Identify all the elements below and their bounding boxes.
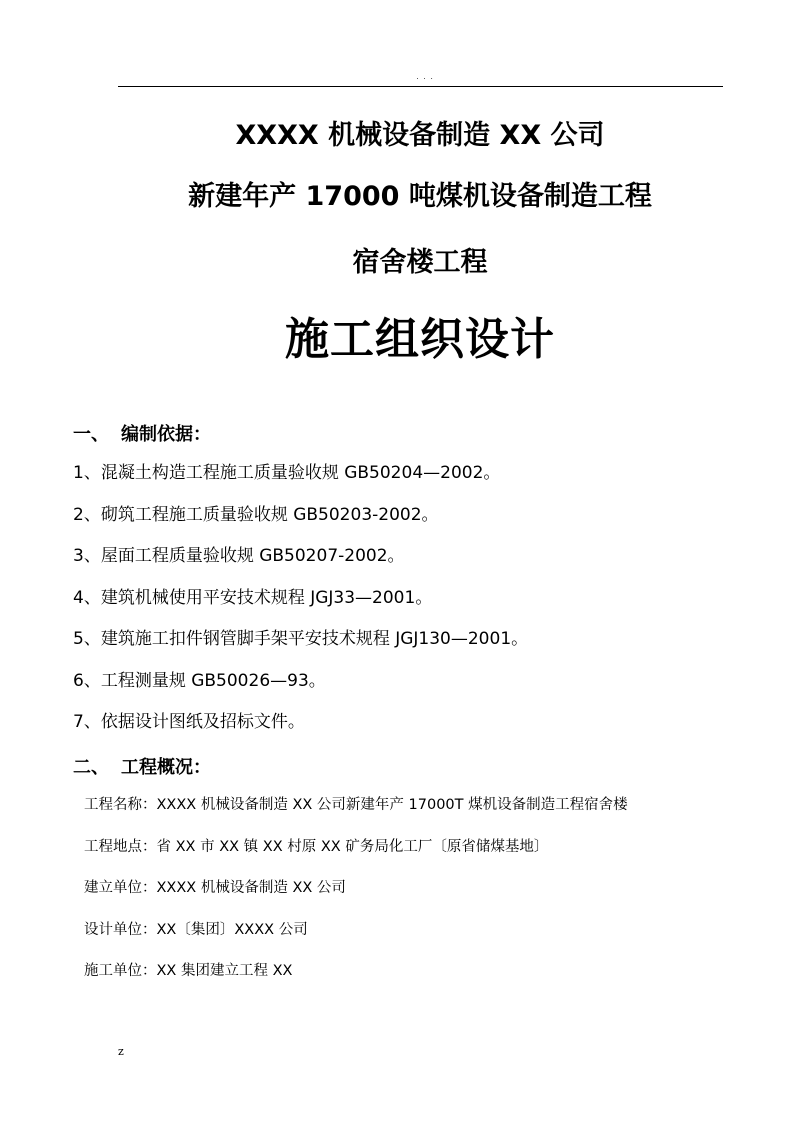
list-item: 1、混凝土构造工程施工质量验收规 GB50204—2002。 bbox=[73, 463, 501, 483]
footer-mark: z bbox=[118, 1045, 124, 1058]
list-item: 3、屋面工程质量验收规 GB50207-2002。 bbox=[73, 546, 405, 566]
info-item-contractor: 施工单位：XX 集团建立工程 XX bbox=[84, 963, 293, 979]
project-info-list bbox=[84, 794, 628, 1002]
document-type-title: 施工组织设计 bbox=[285, 314, 555, 365]
info-item-designer: 设计单位：XX〔集团〕XXXX 公司 bbox=[84, 921, 308, 938]
company-title: XXXX 机械设备制造 XX 公司 bbox=[235, 120, 605, 151]
list-item: 6、工程测量规 GB50026—93。 bbox=[73, 670, 326, 691]
section-heading-overview bbox=[73, 753, 211, 779]
list-item: 2、砌筑工程施工质量验收规 GB50203-2002。 bbox=[73, 504, 439, 525]
section-heading-basis bbox=[73, 420, 211, 446]
header-rule bbox=[118, 86, 723, 87]
list-item: 7、依据设计图纸及招标文件。 bbox=[73, 712, 305, 732]
basis-list bbox=[73, 460, 528, 751]
section-heading-text: 工程概况： bbox=[121, 757, 211, 778]
info-item-location: 工程地点：省 XX 市 XX 镇 XX 村原 XX 矿务局化工厂〔原省储煤基地〕 bbox=[84, 838, 549, 855]
header-dots: . . . bbox=[416, 72, 434, 81]
list-item: 4、建筑机械使用平安技术规程 JGJ33—2001。 bbox=[73, 587, 433, 608]
info-item-owner: 建立单位：XXXX 机械设备制造 XX 公司 bbox=[84, 880, 346, 896]
building-title: 宿舍楼工程 bbox=[352, 247, 488, 278]
section-heading-text: 编制依据： bbox=[121, 424, 211, 445]
list-item: 5、建筑施工扣件钢管脚手架平安技术规程 JGJ130—2001。 bbox=[73, 629, 529, 649]
info-item-project-name: 工程名称：XXXX 机械设备制造 XX 公司新建年产 17000T 煤机设备制造工程宿舍楼 bbox=[84, 797, 628, 813]
section-number: 一、 bbox=[73, 424, 109, 445]
project-title: 新建年产 17000 吨煤机设备制造工程 bbox=[188, 181, 652, 212]
section-number: 二、 bbox=[73, 757, 109, 778]
